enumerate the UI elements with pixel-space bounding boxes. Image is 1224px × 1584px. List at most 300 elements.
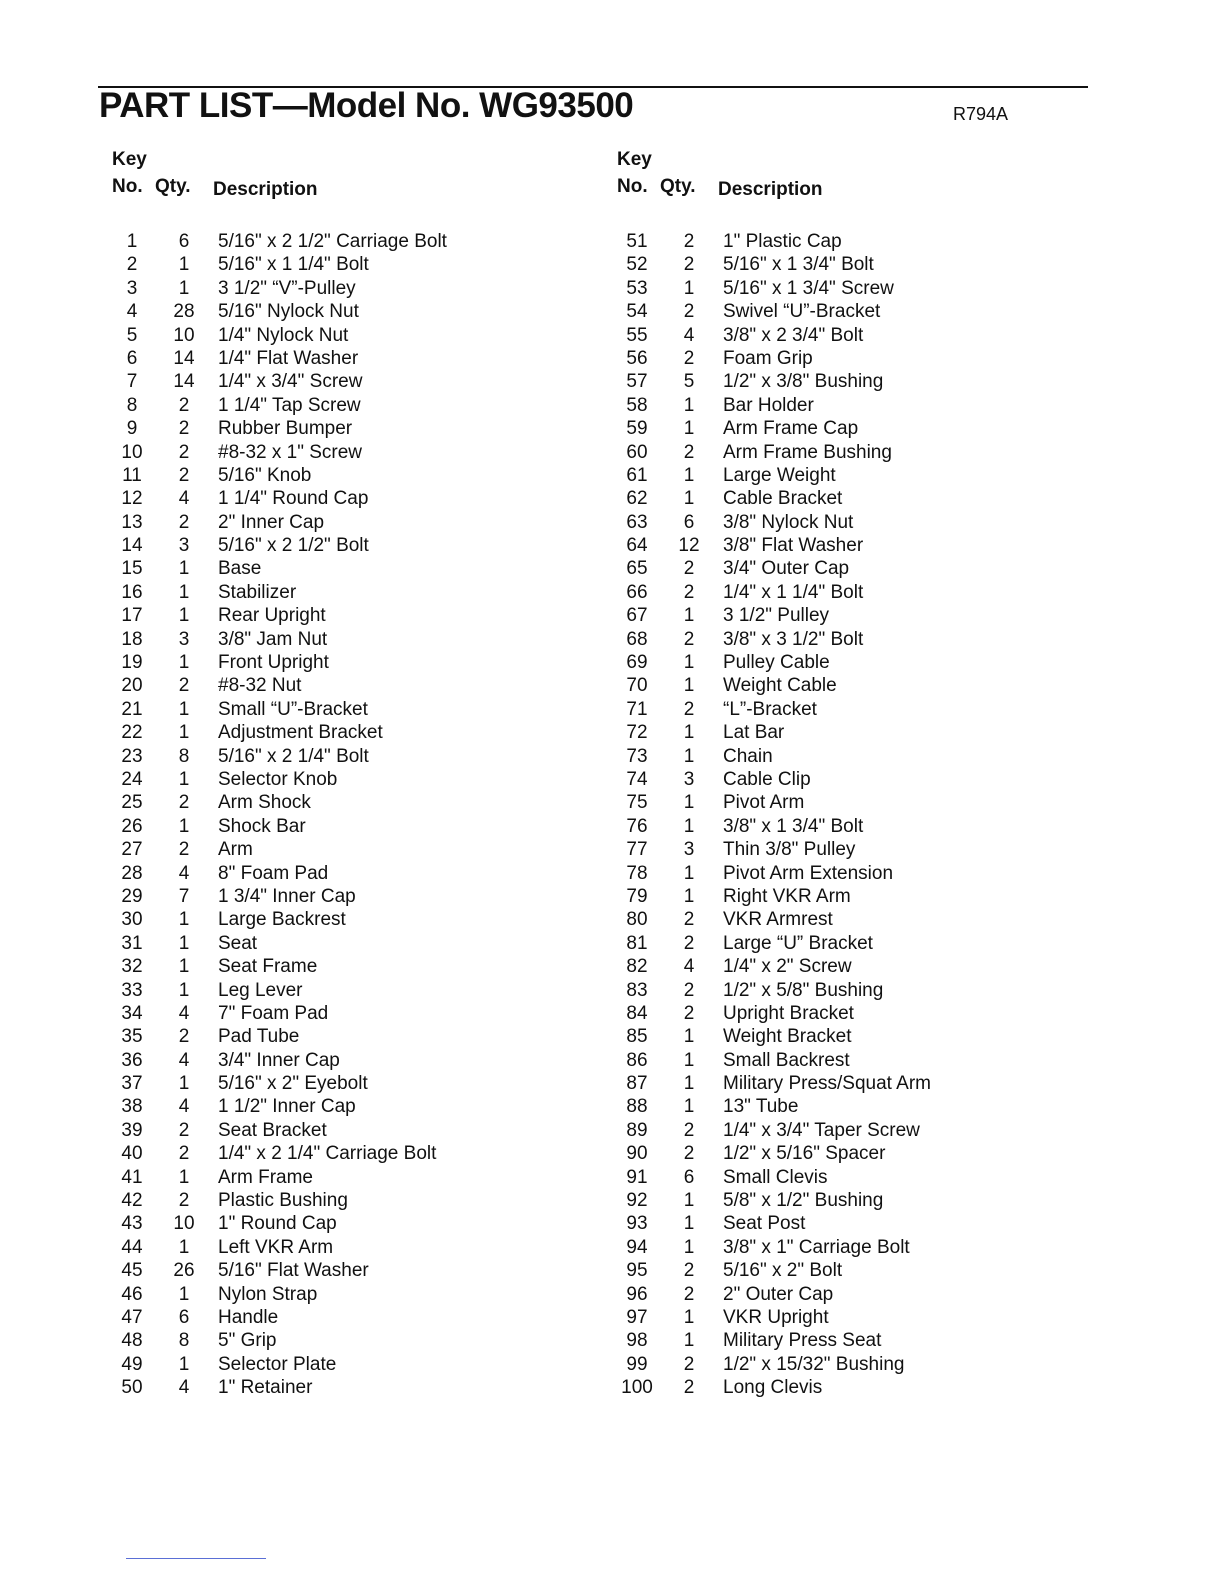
part-row bbox=[617, 487, 1087, 510]
part-quantity: 1 bbox=[683, 1306, 695, 1328]
part-key-number: 30 bbox=[121, 909, 143, 931]
part-quantity: 2 bbox=[683, 698, 695, 720]
part-quantity: 1 bbox=[178, 605, 190, 627]
part-description: 5/16" x 2" Eyebolt bbox=[218, 1073, 368, 1095]
part-row bbox=[112, 300, 582, 323]
part-quantity: 4 bbox=[178, 1096, 190, 1118]
part-key-number: 36 bbox=[121, 1049, 143, 1071]
part-quantity: 1 bbox=[683, 885, 695, 907]
part-description: 1" Round Cap bbox=[218, 1213, 337, 1235]
part-quantity: 2 bbox=[178, 1026, 190, 1048]
part-description: Cable Clip bbox=[723, 768, 811, 790]
part-description: Foam Grip bbox=[723, 347, 813, 369]
part-key-number: 50 bbox=[121, 1377, 143, 1399]
part-key-number: 64 bbox=[626, 535, 648, 557]
part-key-number: 57 bbox=[626, 371, 648, 393]
part-key-number: 40 bbox=[121, 1143, 143, 1165]
part-key-number: 7 bbox=[126, 371, 138, 393]
part-quantity: 2 bbox=[683, 441, 695, 463]
parts-list-right bbox=[617, 230, 1087, 1400]
part-row bbox=[112, 885, 582, 908]
part-row bbox=[112, 230, 582, 253]
part-quantity: 1 bbox=[683, 1096, 695, 1118]
part-quantity: 1 bbox=[683, 605, 695, 627]
part-quantity: 1 bbox=[683, 1049, 695, 1071]
part-row bbox=[112, 955, 582, 978]
part-row bbox=[617, 1025, 1087, 1048]
part-description: 3/8" Jam Nut bbox=[218, 628, 328, 650]
part-description: 1 1/4" Round Cap bbox=[218, 488, 369, 510]
part-key-number: 89 bbox=[626, 1119, 648, 1141]
part-key-number: 82 bbox=[626, 956, 648, 978]
part-description: VKR Armrest bbox=[723, 909, 833, 931]
part-description: 13" Tube bbox=[723, 1096, 799, 1118]
part-key-number: 10 bbox=[121, 441, 143, 463]
part-row bbox=[112, 557, 582, 580]
part-row bbox=[617, 581, 1087, 604]
part-description: 3/8" x 3 1/2" Bolt bbox=[723, 628, 864, 650]
part-description: Arm Frame bbox=[218, 1166, 313, 1188]
part-row bbox=[617, 791, 1087, 814]
part-quantity: 3 bbox=[683, 768, 695, 790]
part-key-number: 60 bbox=[626, 441, 648, 463]
part-row bbox=[617, 1259, 1087, 1282]
part-description: Small “U”-Bracket bbox=[218, 698, 368, 720]
part-quantity: 2 bbox=[178, 441, 190, 463]
part-description: Seat Bracket bbox=[218, 1119, 327, 1141]
part-description: Lat Bar bbox=[723, 722, 785, 744]
part-row bbox=[112, 441, 582, 464]
part-quantity: 1 bbox=[178, 1166, 190, 1188]
part-key-number: 44 bbox=[121, 1236, 143, 1258]
part-row bbox=[112, 1353, 582, 1376]
part-description: 7" Foam Pad bbox=[218, 1002, 329, 1024]
part-description: Seat Frame bbox=[218, 956, 318, 978]
part-key-number: 87 bbox=[626, 1073, 648, 1095]
part-quantity: 1 bbox=[683, 1073, 695, 1095]
part-description: 1/4" Nylock Nut bbox=[218, 324, 349, 346]
part-quantity: 1 bbox=[683, 1213, 695, 1235]
part-description: #8-32 x 1" Screw bbox=[218, 441, 363, 463]
part-row bbox=[617, 1119, 1087, 1142]
part-quantity: 10 bbox=[173, 324, 195, 346]
part-description: #8-32 Nut bbox=[218, 675, 302, 697]
part-key-number: 67 bbox=[626, 605, 648, 627]
part-key-number: 45 bbox=[121, 1260, 143, 1282]
part-quantity: 2 bbox=[683, 1377, 695, 1399]
part-quantity: 1 bbox=[178, 277, 190, 299]
part-description: 3/8" x 1 3/4" Bolt bbox=[723, 815, 864, 837]
part-description: Arm Frame Bushing bbox=[723, 441, 892, 463]
part-description: 5/16" x 1 3/4" Bolt bbox=[723, 254, 874, 276]
part-key-number: 69 bbox=[626, 652, 648, 674]
part-row bbox=[112, 1212, 582, 1235]
part-row bbox=[617, 230, 1087, 253]
part-key-number: 34 bbox=[121, 1002, 143, 1024]
part-description: 1/2" x 5/8" Bushing bbox=[723, 979, 884, 1001]
part-quantity: 2 bbox=[683, 628, 695, 650]
part-row bbox=[617, 908, 1087, 931]
part-key-number: 25 bbox=[121, 792, 143, 814]
part-quantity: 1 bbox=[683, 277, 695, 299]
part-quantity: 1 bbox=[683, 1236, 695, 1258]
part-row bbox=[112, 370, 582, 393]
part-row bbox=[112, 1166, 582, 1189]
part-description: Pulley Cable bbox=[723, 652, 830, 674]
part-quantity: 12 bbox=[678, 535, 700, 557]
part-quantity: 2 bbox=[178, 394, 190, 416]
part-row bbox=[617, 347, 1087, 370]
part-row bbox=[617, 1189, 1087, 1212]
part-key-number: 76 bbox=[626, 815, 648, 837]
part-row bbox=[112, 745, 582, 768]
part-quantity: 2 bbox=[178, 792, 190, 814]
part-description: 2" Outer Cap bbox=[723, 1283, 834, 1305]
part-quantity: 2 bbox=[683, 1283, 695, 1305]
key-header-line2: No. bbox=[617, 176, 648, 197]
part-key-number: 3 bbox=[126, 277, 138, 299]
part-description: Leg Lever bbox=[218, 979, 303, 1001]
part-quantity: 2 bbox=[683, 932, 695, 954]
part-quantity: 8 bbox=[178, 745, 190, 767]
part-description: 5/16" x 2 1/2" Bolt bbox=[218, 535, 369, 557]
part-row bbox=[617, 1002, 1087, 1025]
part-quantity: 1 bbox=[178, 932, 190, 954]
part-quantity: 1 bbox=[683, 722, 695, 744]
part-quantity: 2 bbox=[683, 581, 695, 603]
part-quantity: 4 bbox=[683, 324, 695, 346]
part-key-number: 4 bbox=[126, 301, 138, 323]
part-quantity: 1 bbox=[178, 652, 190, 674]
parts-column-right bbox=[617, 148, 1087, 1400]
part-description: 5/16" x 2 1/4" Bolt bbox=[218, 745, 369, 767]
part-quantity: 2 bbox=[178, 418, 190, 440]
part-row bbox=[617, 557, 1087, 580]
part-key-number: 52 bbox=[626, 254, 648, 276]
part-quantity: 1 bbox=[178, 909, 190, 931]
part-row bbox=[617, 955, 1087, 978]
part-row bbox=[617, 1072, 1087, 1095]
part-row bbox=[617, 979, 1087, 1002]
part-quantity: 8 bbox=[178, 1330, 190, 1352]
part-quantity: 1 bbox=[178, 956, 190, 978]
part-quantity: 2 bbox=[683, 301, 695, 323]
part-key-number: 71 bbox=[626, 698, 648, 720]
part-row bbox=[617, 1236, 1087, 1259]
part-key-number: 38 bbox=[121, 1096, 143, 1118]
part-row bbox=[617, 277, 1087, 300]
part-quantity: 4 bbox=[178, 862, 190, 884]
description-header: Description bbox=[718, 179, 823, 200]
part-quantity: 2 bbox=[178, 839, 190, 861]
part-quantity: 4 bbox=[178, 1002, 190, 1024]
part-row bbox=[112, 979, 582, 1002]
part-description: “L”-Bracket bbox=[723, 698, 817, 720]
part-quantity: 1 bbox=[683, 464, 695, 486]
part-description: Thin 3/8" Pulley bbox=[723, 839, 856, 861]
part-row bbox=[112, 768, 582, 791]
part-quantity: 2 bbox=[683, 1143, 695, 1165]
part-row bbox=[617, 300, 1087, 323]
part-key-number: 79 bbox=[626, 885, 648, 907]
part-description: Small Clevis bbox=[723, 1166, 828, 1188]
part-description: 1 1/2" Inner Cap bbox=[218, 1096, 356, 1118]
part-key-number: 18 bbox=[121, 628, 143, 650]
description-header: Description bbox=[213, 179, 318, 200]
part-description: Left VKR Arm bbox=[218, 1236, 334, 1258]
part-description: 1" Retainer bbox=[218, 1377, 313, 1399]
part-quantity: 10 bbox=[173, 1213, 195, 1235]
part-row bbox=[112, 464, 582, 487]
part-key-number: 33 bbox=[121, 979, 143, 1001]
part-key-number: 22 bbox=[121, 722, 143, 744]
part-quantity: 3 bbox=[178, 628, 190, 650]
part-key-number: 75 bbox=[626, 792, 648, 814]
part-key-number: 11 bbox=[122, 464, 142, 486]
part-quantity: 6 bbox=[178, 231, 190, 252]
part-row bbox=[617, 674, 1087, 697]
part-key-number: 39 bbox=[121, 1119, 143, 1141]
part-key-number: 29 bbox=[121, 885, 143, 907]
part-quantity: 1 bbox=[683, 488, 695, 510]
part-quantity: 14 bbox=[173, 371, 195, 393]
part-key-number: 97 bbox=[626, 1306, 648, 1328]
part-quantity: 6 bbox=[683, 1166, 695, 1188]
part-key-number: 15 bbox=[121, 558, 143, 580]
part-quantity: 2 bbox=[683, 1353, 695, 1375]
part-row bbox=[617, 628, 1087, 651]
part-key-number: 100 bbox=[621, 1377, 653, 1399]
part-key-number: 43 bbox=[121, 1213, 143, 1235]
part-row bbox=[617, 1212, 1087, 1235]
part-row bbox=[112, 1329, 582, 1352]
part-key-number: 78 bbox=[626, 862, 648, 884]
part-quantity: 2 bbox=[178, 1190, 190, 1212]
part-key-number: 41 bbox=[121, 1166, 143, 1188]
part-row bbox=[617, 1049, 1087, 1072]
part-key-number: 77 bbox=[626, 839, 648, 861]
part-key-number: 86 bbox=[626, 1049, 648, 1071]
key-header-line1: Key bbox=[617, 149, 652, 170]
page-title: PART LIST—Model No. WG93500 bbox=[99, 86, 634, 125]
part-key-number: 14 bbox=[121, 535, 143, 557]
part-row bbox=[617, 1306, 1087, 1329]
part-row bbox=[112, 1236, 582, 1259]
part-row bbox=[617, 698, 1087, 721]
part-quantity: 2 bbox=[178, 675, 190, 697]
part-key-number: 48 bbox=[121, 1330, 143, 1352]
part-description: 5/8" x 1/2" Bushing bbox=[723, 1190, 884, 1212]
part-description: Pivot Arm bbox=[723, 792, 805, 814]
part-quantity: 1 bbox=[683, 675, 695, 697]
part-key-number: 6 bbox=[126, 347, 138, 369]
part-key-number: 1 bbox=[126, 231, 138, 252]
part-description: 1/4" x 3/4" Screw bbox=[218, 371, 363, 393]
part-row bbox=[112, 908, 582, 931]
part-quantity: 1 bbox=[178, 698, 190, 720]
part-quantity: 1 bbox=[178, 1073, 190, 1095]
part-key-number: 23 bbox=[121, 745, 143, 767]
part-description: Large Backrest bbox=[218, 909, 346, 931]
part-row bbox=[617, 324, 1087, 347]
part-key-number: 13 bbox=[121, 511, 143, 533]
part-quantity: 28 bbox=[173, 301, 195, 323]
part-quantity: 1 bbox=[178, 1353, 190, 1375]
key-header-line1: Key bbox=[112, 149, 147, 170]
part-description: Swivel “U”-Bracket bbox=[723, 301, 881, 323]
part-key-number: 32 bbox=[121, 956, 143, 978]
part-key-number: 73 bbox=[626, 745, 648, 767]
part-description: Selector Plate bbox=[218, 1353, 337, 1375]
part-description: Large Weight bbox=[723, 464, 836, 486]
part-key-number: 91 bbox=[626, 1166, 648, 1188]
part-quantity: 2 bbox=[683, 909, 695, 931]
part-key-number: 27 bbox=[121, 839, 143, 861]
part-quantity: 1 bbox=[178, 768, 190, 790]
part-key-number: 94 bbox=[626, 1236, 648, 1258]
part-description: 3/8" Flat Washer bbox=[723, 535, 864, 557]
part-key-number: 80 bbox=[626, 909, 648, 931]
part-description: Weight Cable bbox=[723, 675, 837, 697]
part-description: 1/2" x 15/32" Bushing bbox=[723, 1353, 905, 1375]
part-key-number: 8 bbox=[126, 394, 138, 416]
part-row bbox=[112, 1283, 582, 1306]
part-row bbox=[617, 815, 1087, 838]
part-row bbox=[617, 1142, 1087, 1165]
part-description: 3 1/2" “V”-Pulley bbox=[218, 277, 356, 299]
part-description: Handle bbox=[218, 1306, 279, 1328]
part-row bbox=[112, 932, 582, 955]
part-key-number: 98 bbox=[626, 1330, 648, 1352]
part-row bbox=[112, 1002, 582, 1025]
part-key-number: 49 bbox=[121, 1353, 143, 1375]
part-description: 2" Inner Cap bbox=[218, 511, 325, 533]
part-key-number: 9 bbox=[126, 418, 138, 440]
part-description: 1" Plastic Cap bbox=[723, 231, 842, 252]
part-quantity: 1 bbox=[178, 254, 190, 276]
part-key-number: 51 bbox=[626, 231, 648, 252]
part-row bbox=[617, 417, 1087, 440]
part-key-number: 12 bbox=[121, 488, 143, 510]
part-key-number: 47 bbox=[121, 1306, 143, 1328]
part-description: 1 1/4" Tap Screw bbox=[218, 394, 361, 416]
part-key-number: 65 bbox=[626, 558, 648, 580]
part-description: 1/4" x 1 1/4" Bolt bbox=[723, 581, 864, 603]
part-description: Military Press Seat bbox=[723, 1330, 882, 1352]
part-quantity: 1 bbox=[178, 815, 190, 837]
part-quantity: 4 bbox=[178, 488, 190, 510]
part-quantity: 1 bbox=[178, 581, 190, 603]
part-key-number: 26 bbox=[121, 815, 143, 837]
part-quantity: 1 bbox=[178, 1236, 190, 1258]
part-row bbox=[112, 628, 582, 651]
part-description: Small Backrest bbox=[723, 1049, 850, 1071]
part-row bbox=[617, 1353, 1087, 1376]
part-row bbox=[112, 581, 582, 604]
part-key-number: 84 bbox=[626, 1002, 648, 1024]
part-quantity: 4 bbox=[683, 956, 695, 978]
column-header bbox=[617, 148, 1087, 202]
part-quantity: 4 bbox=[178, 1049, 190, 1071]
part-key-number: 72 bbox=[626, 722, 648, 744]
part-description: Upright Bracket bbox=[723, 1002, 854, 1024]
part-quantity: 14 bbox=[173, 347, 195, 369]
part-key-number: 63 bbox=[626, 511, 648, 533]
part-description: 1 3/4" Inner Cap bbox=[218, 885, 356, 907]
part-row bbox=[617, 838, 1087, 861]
part-description: Arm bbox=[218, 839, 253, 861]
part-quantity: 1 bbox=[178, 1283, 190, 1305]
part-row bbox=[617, 534, 1087, 557]
part-description: 3/8" x 1" Carriage Bolt bbox=[723, 1236, 910, 1258]
part-row bbox=[112, 347, 582, 370]
part-description: Large “U” Bracket bbox=[723, 932, 873, 954]
part-key-number: 96 bbox=[626, 1283, 648, 1305]
part-row bbox=[617, 253, 1087, 276]
part-description: 5/16" x 2 1/2" Carriage Bolt bbox=[218, 231, 447, 252]
part-row bbox=[617, 721, 1087, 744]
part-description: Long Clevis bbox=[723, 1377, 823, 1399]
part-description: Seat bbox=[218, 932, 258, 954]
part-key-number: 37 bbox=[121, 1073, 143, 1095]
part-description: 5/16" Flat Washer bbox=[218, 1260, 369, 1282]
part-key-number: 59 bbox=[626, 418, 648, 440]
part-quantity: 6 bbox=[683, 511, 695, 533]
part-key-number: 61 bbox=[626, 464, 648, 486]
part-quantity: 1 bbox=[178, 979, 190, 1001]
part-description: Shock Bar bbox=[218, 815, 306, 837]
qty-header: Qty. bbox=[660, 176, 696, 197]
part-key-number: 54 bbox=[626, 301, 648, 323]
part-description: Plastic Bushing bbox=[218, 1190, 348, 1212]
part-quantity: 1 bbox=[683, 394, 695, 416]
part-row bbox=[112, 487, 582, 510]
part-key-number: 16 bbox=[121, 581, 143, 603]
part-quantity: 7 bbox=[178, 885, 190, 907]
part-quantity: 2 bbox=[683, 231, 695, 252]
part-row bbox=[617, 932, 1087, 955]
part-key-number: 2 bbox=[126, 254, 138, 276]
part-row bbox=[112, 721, 582, 744]
column-header bbox=[112, 148, 582, 202]
part-row bbox=[112, 1376, 582, 1399]
part-row bbox=[617, 1376, 1087, 1399]
part-description: 1/4" x 2 1/4" Carriage Bolt bbox=[218, 1143, 437, 1165]
part-row bbox=[617, 370, 1087, 393]
part-row bbox=[112, 838, 582, 861]
part-description: Arm Shock bbox=[218, 792, 311, 814]
part-description: Selector Knob bbox=[218, 768, 338, 790]
part-description: 5/16" Knob bbox=[218, 464, 312, 486]
part-row bbox=[617, 885, 1087, 908]
part-description: Rubber Bumper bbox=[218, 418, 353, 440]
part-quantity: 2 bbox=[178, 511, 190, 533]
part-key-number: 42 bbox=[121, 1190, 143, 1212]
part-row bbox=[112, 1259, 582, 1282]
part-quantity: 5 bbox=[683, 371, 695, 393]
part-key-number: 46 bbox=[121, 1283, 143, 1305]
part-description: Seat Post bbox=[723, 1213, 806, 1235]
part-row bbox=[617, 1166, 1087, 1189]
part-description: Weight Bracket bbox=[723, 1026, 852, 1048]
part-key-number: 20 bbox=[121, 675, 143, 697]
parts-list-left bbox=[112, 230, 582, 1400]
part-row bbox=[617, 604, 1087, 627]
part-description: VKR Upright bbox=[723, 1306, 829, 1328]
part-key-number: 68 bbox=[626, 628, 648, 650]
part-description: 3/8" x 2 3/4" Bolt bbox=[723, 324, 864, 346]
part-quantity: 1 bbox=[683, 815, 695, 837]
